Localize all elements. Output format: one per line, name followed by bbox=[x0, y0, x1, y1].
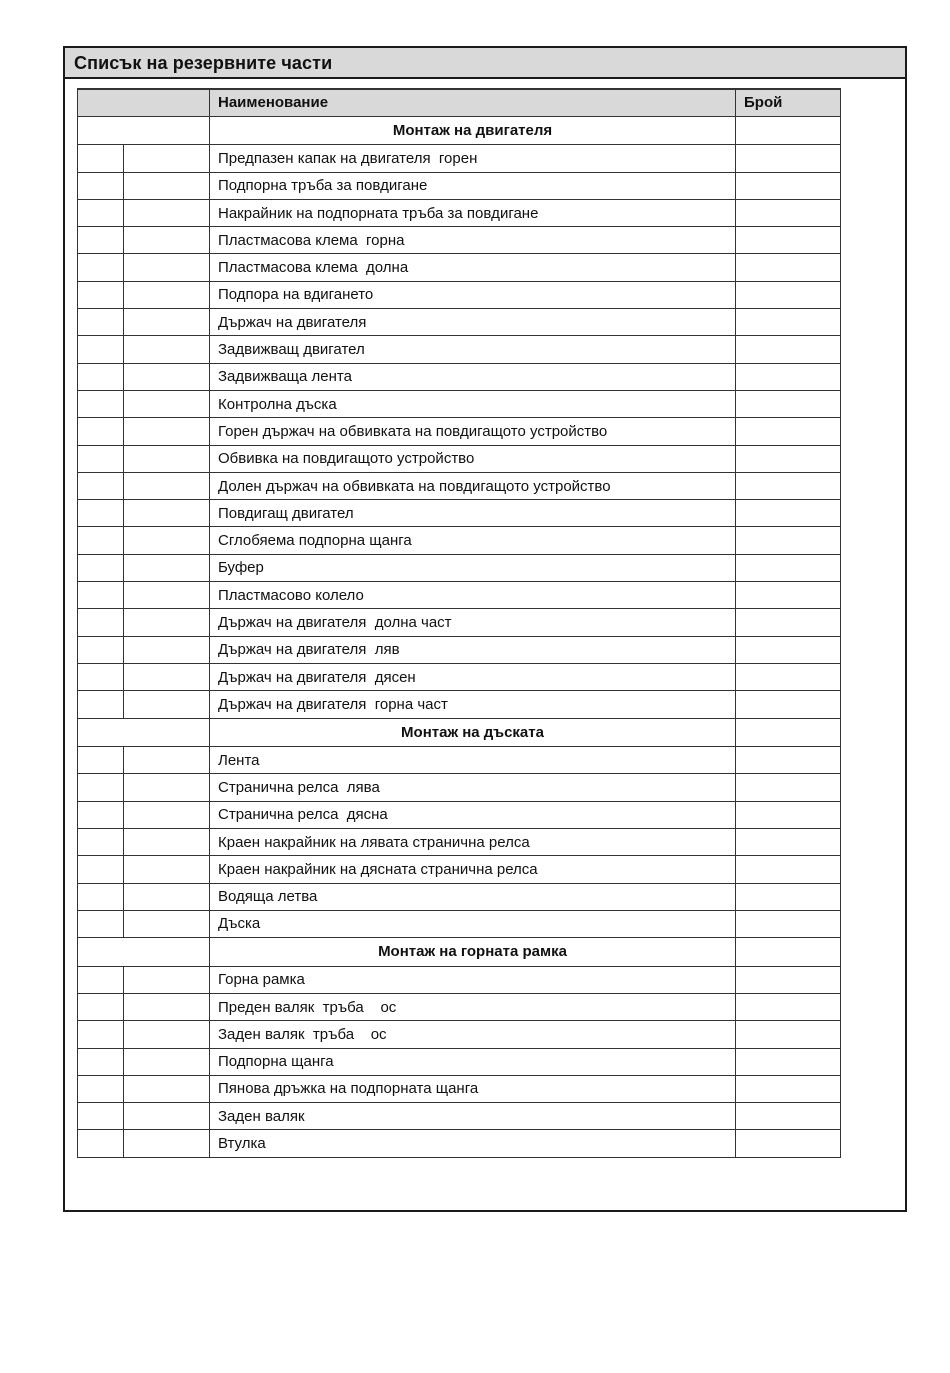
qty-cell bbox=[736, 254, 841, 281]
qty-cell bbox=[736, 199, 841, 226]
table-row bbox=[78, 774, 841, 801]
part-name: Долен държач на обвивката на повдигащото устройство bbox=[210, 472, 736, 499]
qty-cell bbox=[736, 801, 841, 828]
table-row bbox=[78, 472, 841, 499]
section-row bbox=[78, 938, 841, 967]
header-name: Наименование bbox=[210, 89, 736, 116]
table-row bbox=[78, 966, 841, 993]
qty-cell bbox=[736, 281, 841, 308]
position-cell bbox=[78, 747, 124, 774]
part-name: Обвивка на повдигащото устройство bbox=[210, 445, 736, 472]
part-number-cell bbox=[124, 910, 210, 937]
part-number-cell bbox=[124, 172, 210, 199]
section-row bbox=[78, 116, 841, 145]
position-cell bbox=[78, 609, 124, 636]
section-blank-cell bbox=[78, 116, 210, 145]
position-cell bbox=[78, 472, 124, 499]
header-qty: Брой bbox=[736, 89, 841, 116]
part-number-cell bbox=[124, 1048, 210, 1075]
qty-cell bbox=[736, 1130, 841, 1157]
part-number-cell bbox=[124, 390, 210, 417]
table-row bbox=[78, 227, 841, 254]
part-name: Горен държач на обвивката на повдигащото устройство bbox=[210, 418, 736, 445]
qty-cell bbox=[736, 445, 841, 472]
part-number-cell bbox=[124, 281, 210, 308]
qty-cell bbox=[736, 718, 841, 747]
table-row bbox=[78, 582, 841, 609]
part-name: Краен накрайник на лявата странична релса bbox=[210, 828, 736, 855]
table-row bbox=[78, 856, 841, 883]
qty-cell bbox=[736, 910, 841, 937]
spare-parts-table bbox=[77, 88, 841, 1158]
table-row bbox=[78, 609, 841, 636]
part-number-cell bbox=[124, 993, 210, 1020]
qty-cell bbox=[736, 554, 841, 581]
part-number-cell bbox=[124, 883, 210, 910]
part-number-cell bbox=[124, 199, 210, 226]
table-row bbox=[78, 1021, 841, 1048]
position-cell bbox=[78, 691, 124, 718]
table-row bbox=[78, 801, 841, 828]
part-number-cell bbox=[124, 856, 210, 883]
qty-cell bbox=[736, 1103, 841, 1130]
table-row bbox=[78, 828, 841, 855]
qty-cell bbox=[736, 116, 841, 145]
part-number-cell bbox=[124, 254, 210, 281]
position-cell bbox=[78, 363, 124, 390]
table-row bbox=[78, 1130, 841, 1157]
position-cell bbox=[78, 1130, 124, 1157]
position-cell bbox=[78, 1048, 124, 1075]
part-name: Заден валяк тръба ос bbox=[210, 1021, 736, 1048]
part-name: Пластмасова клема горна bbox=[210, 227, 736, 254]
qty-cell bbox=[736, 636, 841, 663]
part-number-cell bbox=[124, 1021, 210, 1048]
part-name: Водяща летва bbox=[210, 883, 736, 910]
position-cell bbox=[78, 254, 124, 281]
section-title: Монтаж на горната рамка bbox=[210, 938, 736, 967]
position-cell bbox=[78, 336, 124, 363]
part-number-cell bbox=[124, 227, 210, 254]
table-row bbox=[78, 554, 841, 581]
qty-cell bbox=[736, 1075, 841, 1102]
position-cell bbox=[78, 828, 124, 855]
table-row bbox=[78, 883, 841, 910]
table-row bbox=[78, 500, 841, 527]
position-cell bbox=[78, 390, 124, 417]
position-cell bbox=[78, 145, 124, 172]
part-name: Лента bbox=[210, 747, 736, 774]
qty-cell bbox=[736, 1021, 841, 1048]
qty-cell bbox=[736, 774, 841, 801]
part-number-cell bbox=[124, 500, 210, 527]
qty-cell bbox=[736, 609, 841, 636]
table-row bbox=[78, 281, 841, 308]
qty-cell bbox=[736, 227, 841, 254]
part-number-cell bbox=[124, 363, 210, 390]
part-number-cell bbox=[124, 609, 210, 636]
part-name: Задвижващ двигател bbox=[210, 336, 736, 363]
part-number-cell bbox=[124, 691, 210, 718]
qty-cell bbox=[736, 390, 841, 417]
qty-cell bbox=[736, 582, 841, 609]
part-name: Държач на двигателя bbox=[210, 309, 736, 336]
part-number-cell bbox=[124, 747, 210, 774]
part-name: Държач на двигателя дясен bbox=[210, 663, 736, 690]
table-row bbox=[78, 390, 841, 417]
table-body bbox=[78, 116, 841, 1157]
section-blank-cell bbox=[78, 938, 210, 967]
section-title: Монтаж на дъската bbox=[210, 718, 736, 747]
part-number-cell bbox=[124, 966, 210, 993]
position-cell bbox=[78, 199, 124, 226]
qty-cell bbox=[736, 663, 841, 690]
part-name: Буфер bbox=[210, 554, 736, 581]
part-number-cell bbox=[124, 445, 210, 472]
section-title: Монтаж на двигателя bbox=[210, 116, 736, 145]
position-cell bbox=[78, 554, 124, 581]
position-cell bbox=[78, 582, 124, 609]
page-title: Списък на резервните части bbox=[65, 48, 905, 79]
part-number-cell bbox=[124, 418, 210, 445]
position-cell bbox=[78, 883, 124, 910]
section-row bbox=[78, 718, 841, 747]
part-name: Контролна дъска bbox=[210, 390, 736, 417]
qty-cell bbox=[736, 309, 841, 336]
table-row bbox=[78, 445, 841, 472]
position-cell bbox=[78, 445, 124, 472]
part-number-cell bbox=[124, 527, 210, 554]
position-cell bbox=[78, 227, 124, 254]
part-number-cell bbox=[124, 1075, 210, 1102]
part-name: Предпазен капак на двигателя горен bbox=[210, 145, 736, 172]
part-name: Държач на двигателя долна част bbox=[210, 609, 736, 636]
part-name: Преден валяк тръба ос bbox=[210, 993, 736, 1020]
qty-cell bbox=[736, 1048, 841, 1075]
qty-cell bbox=[736, 828, 841, 855]
qty-cell bbox=[736, 938, 841, 967]
position-cell bbox=[78, 309, 124, 336]
table-row bbox=[78, 199, 841, 226]
table-row bbox=[78, 418, 841, 445]
qty-cell bbox=[736, 527, 841, 554]
part-name: Заден валяк bbox=[210, 1103, 736, 1130]
qty-cell bbox=[736, 993, 841, 1020]
part-number-cell bbox=[124, 801, 210, 828]
part-name: Накрайник на подпорната тръба за повдигане bbox=[210, 199, 736, 226]
part-name: Държач на двигателя горна част bbox=[210, 691, 736, 718]
table-row bbox=[78, 993, 841, 1020]
table-row bbox=[78, 254, 841, 281]
position-cell bbox=[78, 801, 124, 828]
table-row bbox=[78, 336, 841, 363]
position-cell bbox=[78, 1021, 124, 1048]
part-name: Подпорна щанга bbox=[210, 1048, 736, 1075]
table-row bbox=[78, 747, 841, 774]
qty-cell bbox=[736, 172, 841, 199]
table-row bbox=[78, 172, 841, 199]
position-cell bbox=[78, 1075, 124, 1102]
position-cell bbox=[78, 418, 124, 445]
part-name: Пластмасова клема долна bbox=[210, 254, 736, 281]
part-number-cell bbox=[124, 1103, 210, 1130]
part-name: Странична релса лява bbox=[210, 774, 736, 801]
table-row bbox=[78, 691, 841, 718]
table-row bbox=[78, 636, 841, 663]
position-cell bbox=[78, 172, 124, 199]
position-cell bbox=[78, 856, 124, 883]
part-number-cell bbox=[124, 636, 210, 663]
position-cell bbox=[78, 910, 124, 937]
part-name: Повдигащ двигател bbox=[210, 500, 736, 527]
part-number-cell bbox=[124, 145, 210, 172]
part-name: Пянова дръжка на подпорната щанга bbox=[210, 1075, 736, 1102]
part-number-cell bbox=[124, 309, 210, 336]
part-name: Втулка bbox=[210, 1130, 736, 1157]
table-header-row bbox=[78, 89, 841, 116]
position-cell bbox=[78, 281, 124, 308]
part-name: Подпорна тръба за повдигане bbox=[210, 172, 736, 199]
table-row bbox=[78, 145, 841, 172]
part-name: Задвижваща лента bbox=[210, 363, 736, 390]
part-number-cell bbox=[124, 1130, 210, 1157]
part-number-cell bbox=[124, 336, 210, 363]
part-name: Пластмасово колело bbox=[210, 582, 736, 609]
qty-cell bbox=[736, 418, 841, 445]
part-number-cell bbox=[124, 774, 210, 801]
header-blank-cell bbox=[78, 89, 210, 116]
qty-cell bbox=[736, 472, 841, 499]
table-row bbox=[78, 1075, 841, 1102]
part-name: Подпора на вдигането bbox=[210, 281, 736, 308]
qty-cell bbox=[736, 883, 841, 910]
part-number-cell bbox=[124, 582, 210, 609]
part-name: Сглобяема подпорна щанга bbox=[210, 527, 736, 554]
table-row bbox=[78, 309, 841, 336]
part-number-cell bbox=[124, 663, 210, 690]
position-cell bbox=[78, 966, 124, 993]
table-row bbox=[78, 1103, 841, 1130]
position-cell bbox=[78, 500, 124, 527]
table-row bbox=[78, 363, 841, 390]
qty-cell bbox=[736, 691, 841, 718]
part-number-cell bbox=[124, 472, 210, 499]
position-cell bbox=[78, 1103, 124, 1130]
position-cell bbox=[78, 663, 124, 690]
qty-cell bbox=[736, 500, 841, 527]
qty-cell bbox=[736, 145, 841, 172]
part-name: Държач на двигателя ляв bbox=[210, 636, 736, 663]
part-name: Горна рамка bbox=[210, 966, 736, 993]
qty-cell bbox=[736, 966, 841, 993]
table-row bbox=[78, 1048, 841, 1075]
qty-cell bbox=[736, 747, 841, 774]
qty-cell bbox=[736, 363, 841, 390]
part-number-cell bbox=[124, 554, 210, 581]
part-name: Дъска bbox=[210, 910, 736, 937]
section-blank-cell bbox=[78, 718, 210, 747]
part-name: Краен накрайник на дясната странична релса bbox=[210, 856, 736, 883]
part-name: Странична релса дясна bbox=[210, 801, 736, 828]
qty-cell bbox=[736, 336, 841, 363]
part-number-cell bbox=[124, 828, 210, 855]
position-cell bbox=[78, 527, 124, 554]
table-row bbox=[78, 910, 841, 937]
table-row bbox=[78, 527, 841, 554]
position-cell bbox=[78, 636, 124, 663]
position-cell bbox=[78, 993, 124, 1020]
table-row bbox=[78, 663, 841, 690]
position-cell bbox=[78, 774, 124, 801]
qty-cell bbox=[736, 856, 841, 883]
